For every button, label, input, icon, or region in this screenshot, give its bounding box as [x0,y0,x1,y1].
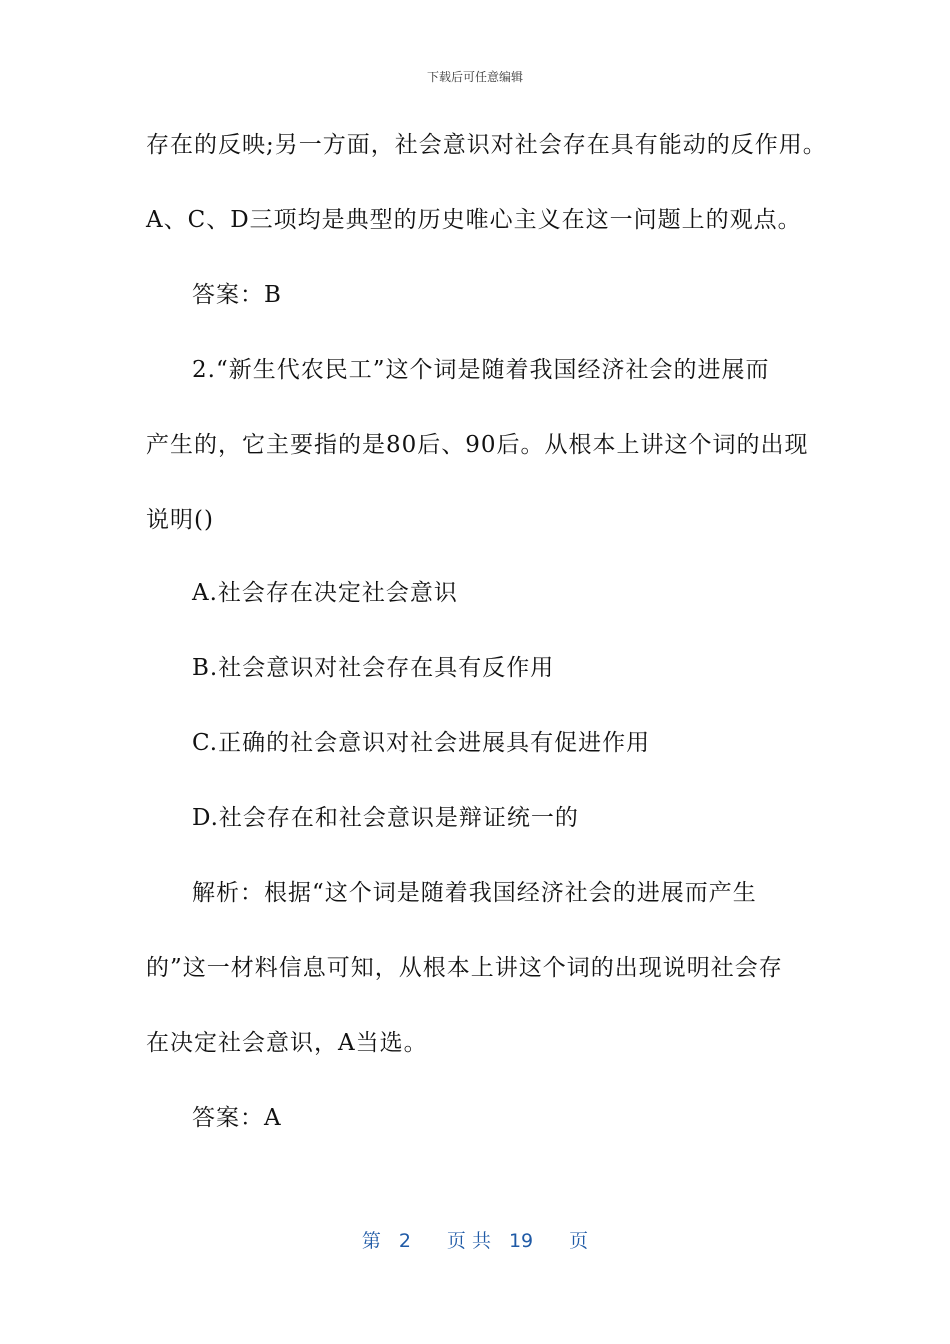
analysis-line-1: 解析：根据“这个词是随着我国经济社会的进展而产生 [192,880,757,906]
page-footer [0,1226,950,1253]
footer-page-number: 2 [398,1230,411,1252]
analysis-line-2: 的”这一材料信息可知，从根本上讲这个词的出现说明社会存 [146,955,783,981]
option-d: D.社会存在和社会意识是辩证统一的 [192,805,579,831]
header-note: 下载后可任意编辑 [426,70,523,84]
answer-line-1: 答案：B [192,282,282,308]
text-line-1: 存在的反映;另一方面，社会意识对社会存在具有能动的反作用。 [146,132,827,158]
question-line-2: 产生的，它主要指的是80后、90后。从根本上讲这个词的出现 [146,432,809,458]
option-c: C.正确的社会意识对社会进展具有促进作用 [192,730,651,756]
footer-middle: 页 共 [446,1230,491,1252]
footer-prefix: 第 [361,1230,381,1252]
answer-line-2: 答案：A [192,1105,282,1131]
footer-total-pages: 19 [508,1230,534,1252]
text-line-2: A、C、D三项均是典型的历史唯心主义在这一问题上的观点。 [146,207,802,233]
question-line-1: 2.“新生代农民工”这个词是随着我国经济社会的进展而 [192,357,770,383]
option-b: B.社会意识对社会存在具有反作用 [192,655,555,681]
footer-suffix: 页 [569,1230,589,1252]
analysis-line-3: 在决定社会意识，A当选。 [146,1030,428,1056]
option-a: A.社会存在决定社会意识 [192,580,458,606]
question-line-3: 说明() [146,507,214,533]
